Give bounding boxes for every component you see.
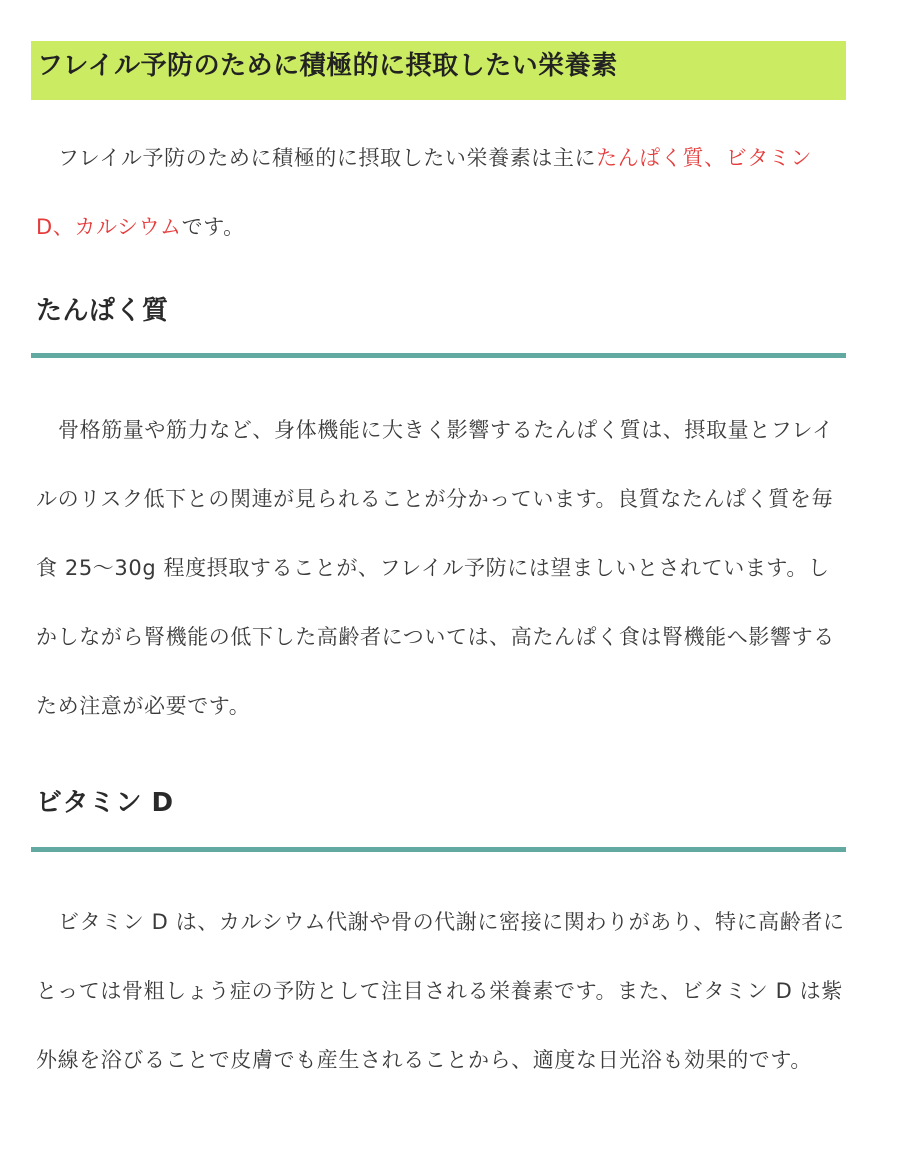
protein-paragraph xyxy=(31,396,846,741)
section-heading-protein: たんぱく質 xyxy=(36,296,169,326)
intro-text: フレイル予防のために積極的に摂取したい栄養素は主に xyxy=(58,146,597,170)
vitamin-d-paragraph xyxy=(31,888,846,1095)
section-divider xyxy=(31,353,846,358)
vitamin-d-text: ビタミン D は、カルシウム代謝や骨の代謝に密接に関わりがあり、特に高齢者にとっては骨粗しょう症の予防として注目される栄養素です。また、ビタミン D は紫外線を浴びることで皮膚でも産生されることから、適度な日光浴も効果的です。 xyxy=(36,910,845,1072)
intro-ending: です。 xyxy=(181,215,245,239)
intro-paragraph xyxy=(31,124,846,262)
article xyxy=(31,41,846,1095)
protein-text: 骨格筋量や筋力など、身体機能に大きく影響するたんぱく質は、摂取量とフレイルのリスク低下との関連が見られることが分かっています。良質なたんぱく質を毎食 25〜30g 程度摂取することが、フレイル予防には望ましいとされています。しかしながら腎機能の低下した高齢者については、高たんぱく食は腎機能へ影響するため注意が必要です。 xyxy=(36,418,835,718)
highlighted-nutrients: たんぱく質、ビタミン D、カルシウム xyxy=(36,146,813,239)
main-heading: フレイル予防のために積極的に摂取したい栄養素 xyxy=(31,41,846,100)
section-divider xyxy=(31,847,846,852)
section-heading-vitamin-d: ビタミン D xyxy=(36,788,174,818)
